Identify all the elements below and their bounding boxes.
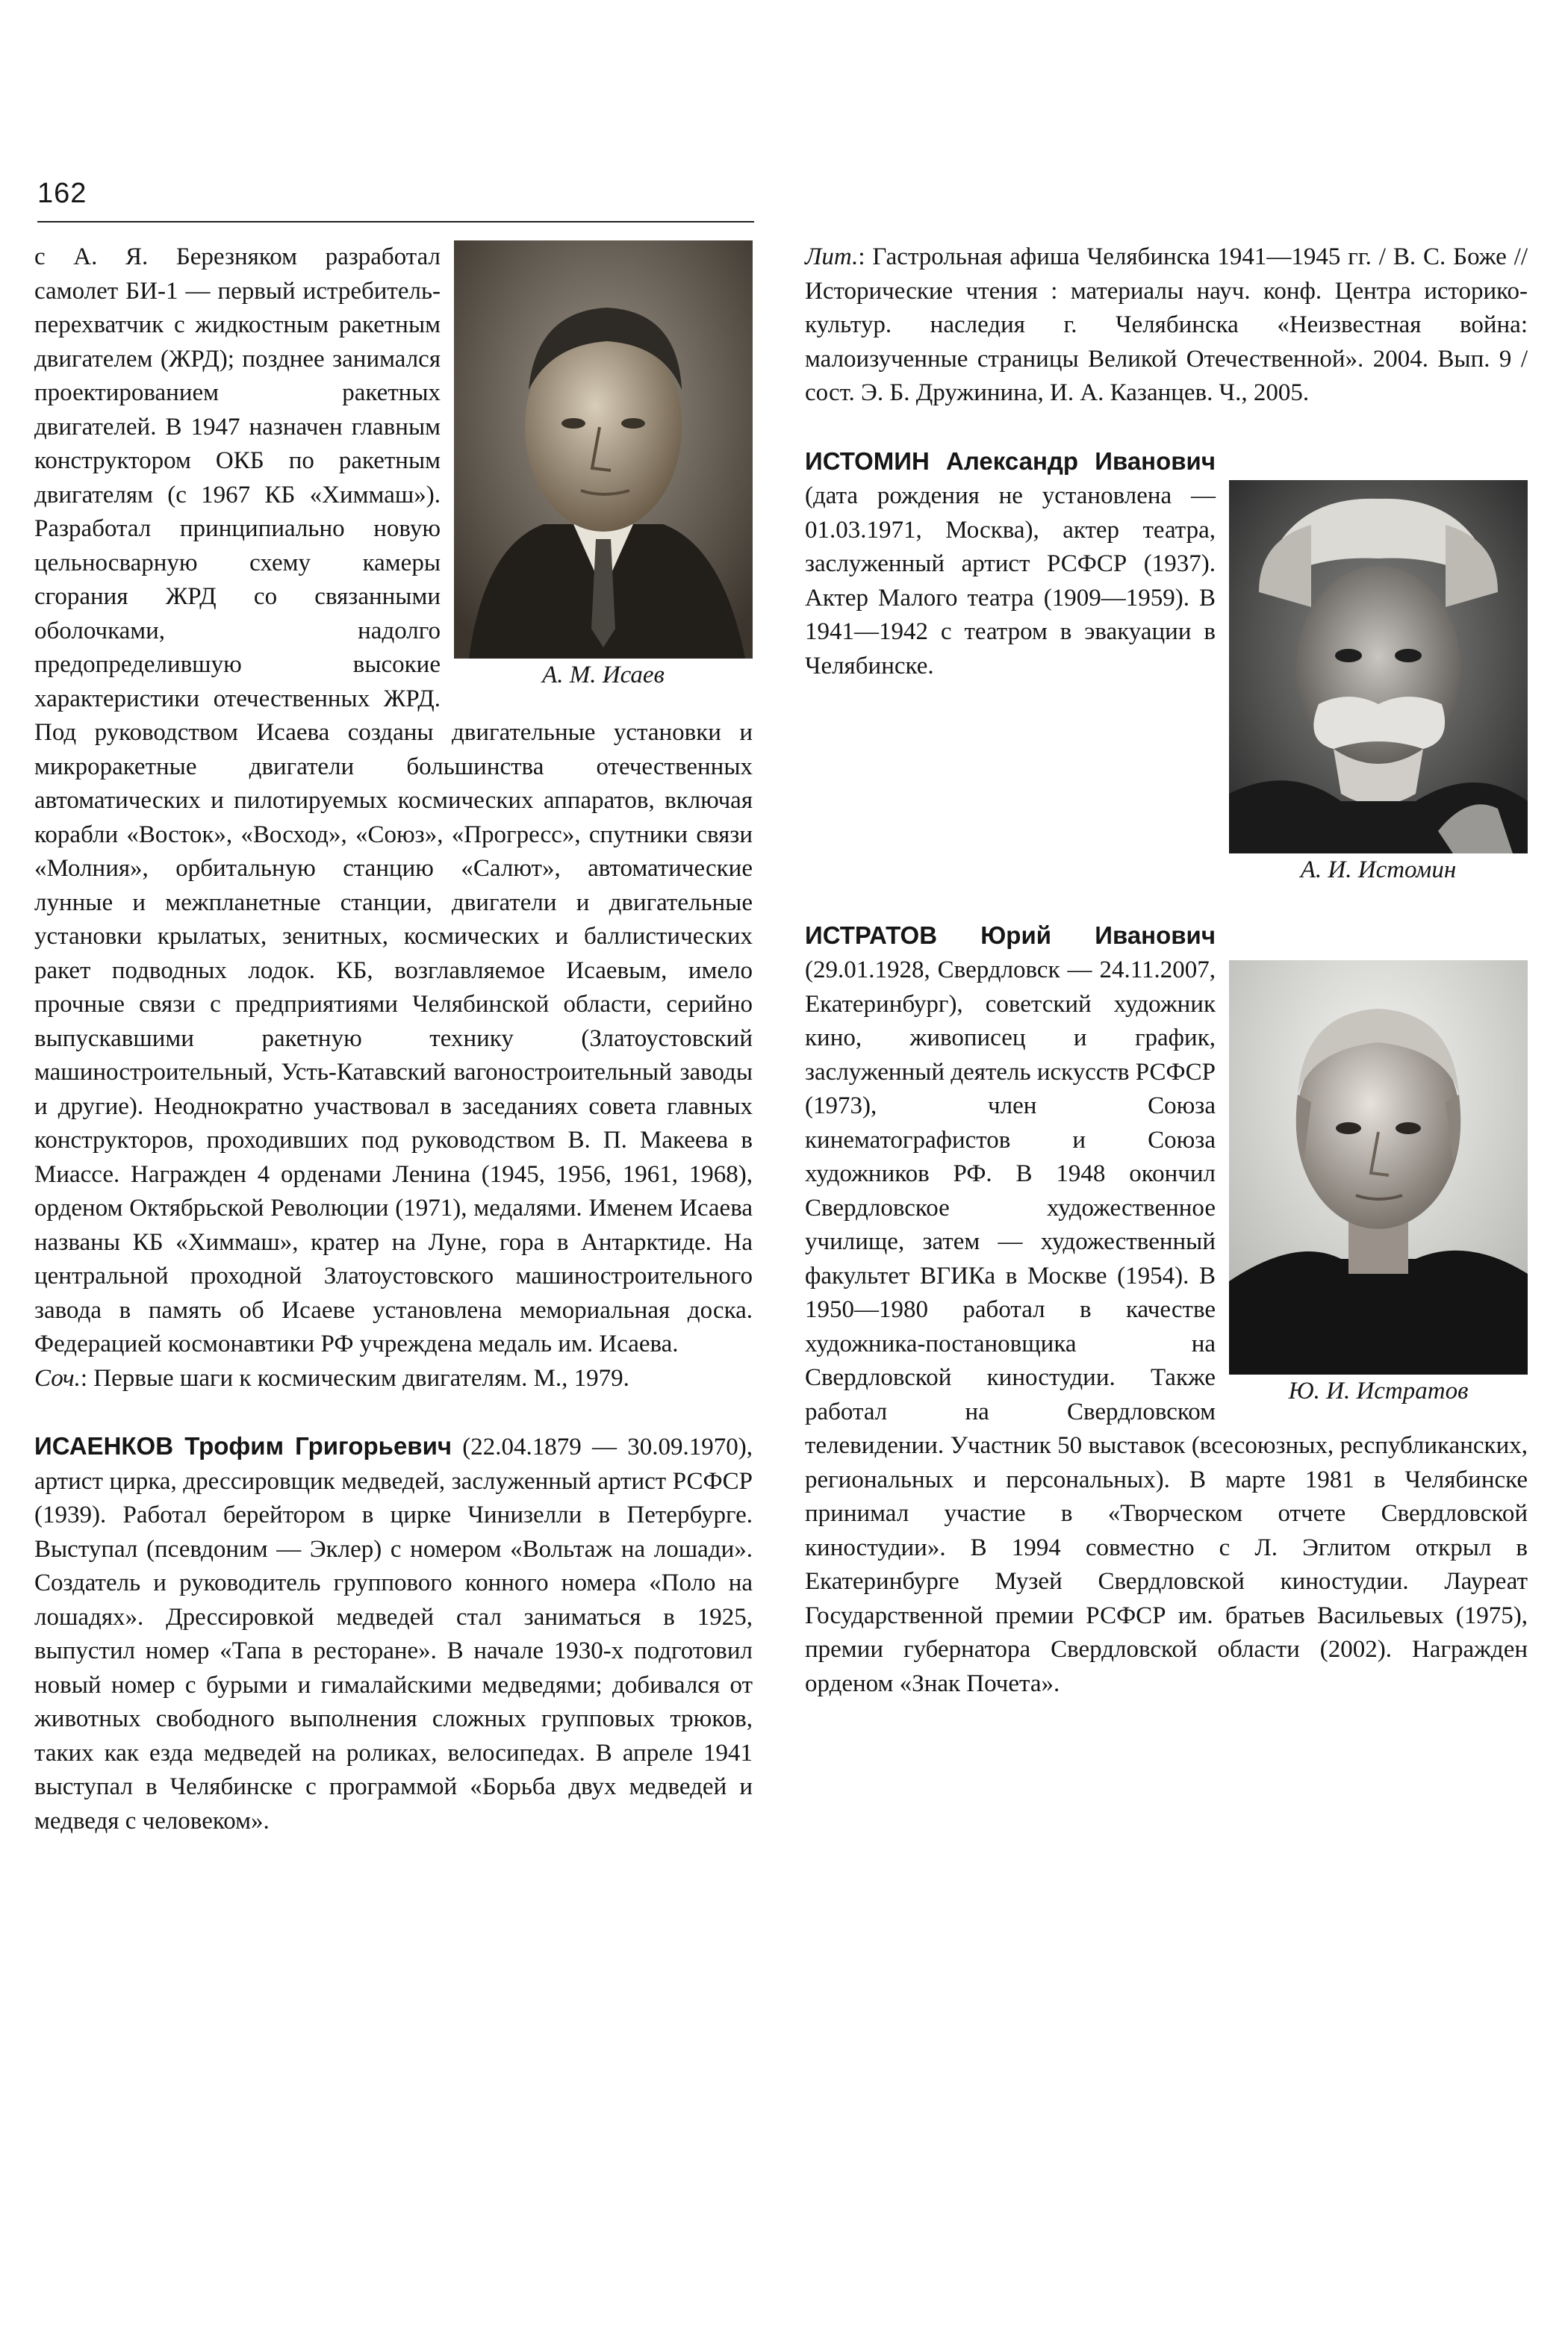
istomin-figure (1229, 480, 1528, 885)
isaev-caption: А. М. Исаев (542, 662, 665, 688)
header-rule (37, 221, 754, 223)
istomin-portrait (1229, 480, 1528, 853)
isaenkov-headword: ИСАЕНКОВ Трофим Григорьевич (34, 1432, 452, 1460)
isaev-text: с А. Я. Березняком разработал самолет БИ-1 — первый истребитель-перехватчик с жидкостным ракетным двигателем (ЖРД); позднее занимался проектированием ракетных двигателей. В 1947 назначен главным конструктором ОКБ по ракетным двигателям (с 1967 КБ «Химмаш»). Разработал принципиально новую цельносварную схему камеры сгорания ЖРД со связанными оболочками, надолго предопределившую высокие характеристики отечественных ЖРД. Под руководством Исаева созданы двигательные установки и микроракетные двигатели большинства отечественных автоматических и пилотируемых космических аппаратов, включая корабли «Восток», «Восход», «Союз», «Прогресс», спутники связи «Молния», орбитальную станцию «Салют», автоматические лунные и межпланетные станции, двигатели и двигательные установки крылатых, зенитных, космических и баллистических ракет подводных лодок. КБ, возглавляемое Исаевым, имело прочные связи с предприятиями Челябинской области, серийно выпускавшими ракетную технику (Златоустовский машиностроительный, Усть-Катавский вагоностроительный заводы и другие). Неоднократно участвовал в заседаниях совета главных конструкторов, проходивших под руководством В. П. Макеева в Миассе. Награжден 4 орденами Ленина (1945, 1956, 1961, 1968), орденом Октябрьской Революции (1971), медалями. Именем Исаева названы КБ «Химмаш», кратер на Луне, гора в Антарктиде. На центральной проходной Златоустовского машиностроительного завода в память об Исаеве установлена мемориальная доска. Федерацией космонавтики РФ учреждена медаль им. Исаева. (34, 243, 753, 1357)
left-column (34, 240, 753, 1838)
istratov-headword: ИСТРАТОВ Юрий Иванович (805, 921, 1216, 949)
isaenkov-entry: ИСАЕНКОВ Трофим Григорьевич (22.04.1879 — 30.09.1970), артист цирка, дрессировщик медведей, заслуженный артист РСФСР (1939). Работал берейтором в цирке Чинизелли в Петербурге. Выступал (псевдоним — Эклер) с номером «Вольтаж на лошади». Создатель и руководитель группового конного номера «Поло на лошадях». Дрессировкой медведей стал заниматься в 1925, выпустил номер «Тапа в ресторане». В начале 1930-х подготовил новый номер с бурыми и гималайскими медведями; добивался от животных свободного выполнения сложных групповых трюков, таких как езда медведей на роликах, велосипедах. В апреле 1941 выступал в Челябинске с программой «Борьба двух медведей и медведя с человеком». (34, 1432, 753, 1835)
isaenkov-lit: Лит.: Гастрольная афиша Челябинска 1941—1945 гг. / В. С. Боже // Исторические чтения : материалы науч. конф. Центра историко-культур. наследия г. Челябинска «Неизвестная война: малоизученные страницы Великой Отечественной». 2004. Вып. 9 / сост. Э. Б. Дружинина, И. А. Казанцев. Ч., 2005. (805, 243, 1528, 406)
istratov-caption: Ю. И. Истратов (1288, 1377, 1469, 1404)
istomin-caption: А. И. Истомин (1300, 856, 1457, 883)
istratov-portrait (1229, 960, 1528, 1375)
istomin-headword: ИСТОМИН Александр Иванович (805, 447, 1216, 475)
istratov-figure (1229, 960, 1528, 1406)
istratov-entry: ИСТРАТОВ Юрий Иванович (29.01.1928, Свердловск — 24.11.2007, Екатеринбург), советский художник кино, живописец и график, заслуженный деятель искусств РСФСР (1973), член Союза кинематографистов и Союза художников РФ. В 1948 окончил Свердловское художественное училище, затем — художественный факультет ВГИКа в Москве (1954). В 1950—1980 работал в качестве художника-постановщика на Свердловской киностудии. Также работал на Свердловском телевидении. Участник 50 выставок (всесоюзных, республиканских, региональных и персональных). В марте 1981 в Челябинске принимал участие в «Творческом отчете Свердловской киностудии». В 1994 совместно с Л. Эглитом открыл в Екатеринбурге Музей Свердловской киностудии. Лауреат Государственной премии РСФСР им. братьев Васильевых (1975), премии губернатора Свердловской области (2002). Награжден орденом «Знак Почета». (805, 921, 1528, 1697)
isaev-figure (454, 240, 753, 690)
right-column (805, 240, 1528, 1701)
page-number: 162 (37, 178, 87, 209)
istomin-entry: ИСТОМИН Александр Иванович (дата рождения не установлена — 01.03.1971, Москва), актер театра, заслуженный артист РСФСР (1937). Актер Малого театра (1909—1959). В 1941—1942 с театром в эвакуации в Челябинске. (805, 447, 1216, 679)
isaev-works: Соч.: Первые шаги к космическим двигателям. М., 1979. (34, 1364, 629, 1392)
isaev-portrait (454, 240, 753, 659)
